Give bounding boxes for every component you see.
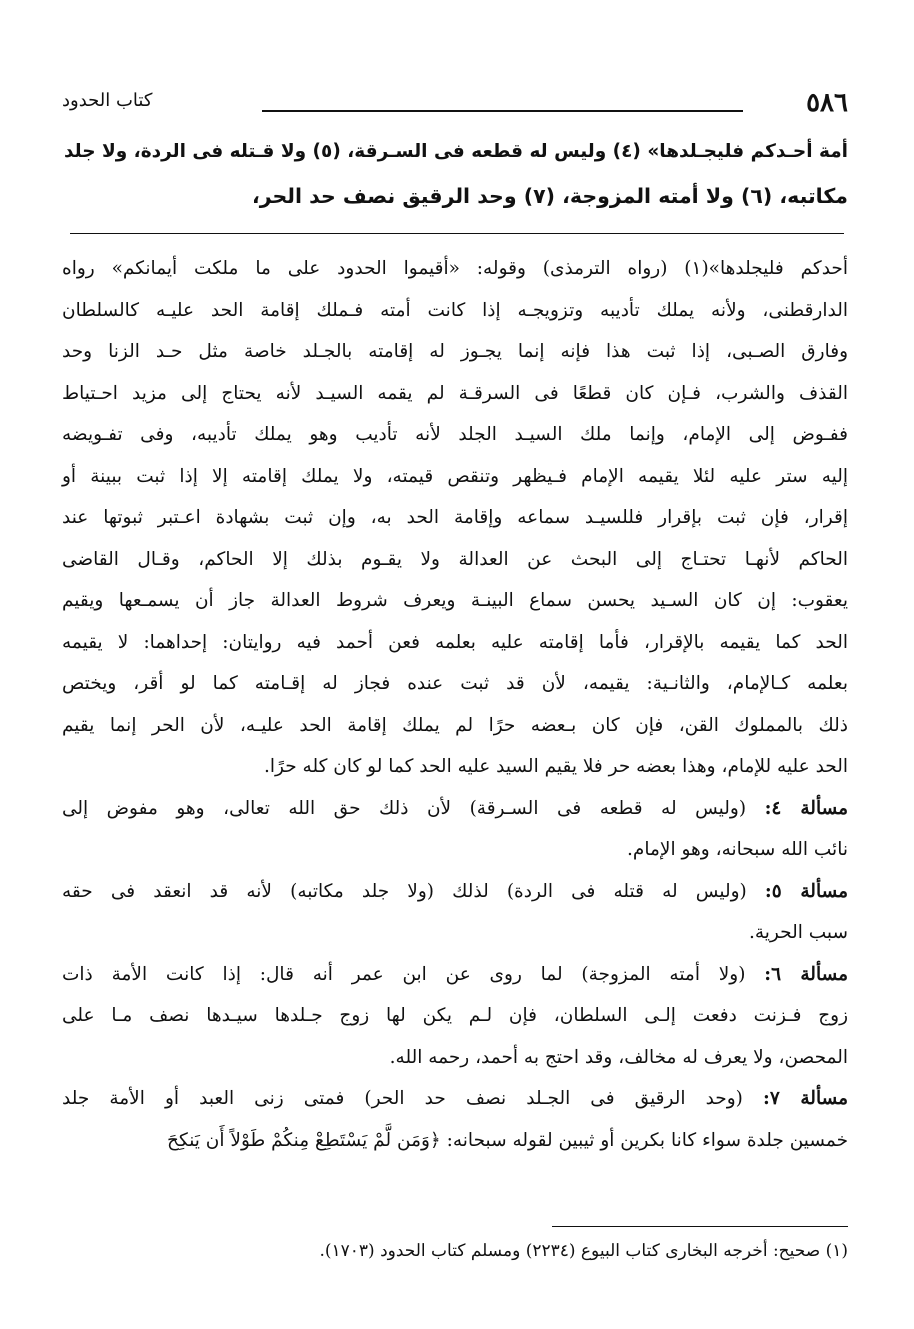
masala-label: مسألة ٤: xyxy=(764,797,848,819)
commentary-line: وفارق الصـبى، إذا ثبت هذا فإنه إنما يجـوز له إقامته بالجـلد خاصة مثل حـد الزنا وحد xyxy=(62,341,848,362)
masala-6-line: زوج فـزنت دفعت إلـى السلطان، فإن لـم يكن لها زوج جـلدها سيـدها نصف مـا على xyxy=(62,1005,848,1026)
base-text xyxy=(62,130,848,218)
commentary-line: الحاكم لأنهـا تحتـاج إلى البحث عن العدالة ولا يقـوم بذلك إلا الحاكم، وقـال القاضى xyxy=(62,548,848,570)
page-number: ٥٨٦ xyxy=(806,88,848,118)
commentary-line: الحد عليه للإمام، وهذا بعضه حر فلا يقيم السيد عليه الحد كما لو كان كله حرًا. xyxy=(264,756,848,777)
masala-4-line: نائب الله سبحانه، وهو الإمام. xyxy=(627,839,848,860)
commentary-line: أحدكم فليجلدها»(١) (رواه الترمذى) وقوله: «أقيموا الحدود على ما ملكت أيمانكم» رواه xyxy=(62,258,848,279)
masala-label: مسألة ٧: xyxy=(762,1088,848,1109)
masala-7 xyxy=(62,1078,848,1120)
header-rule xyxy=(262,110,743,112)
commentary-line: ذلك بالمملوك القن، فإن كان بـعضه حرًا لم يملك إقامة الحد عليـه، لأن الحر إنما يقيم xyxy=(62,714,848,736)
masala-label: مسألة ٦: xyxy=(764,963,848,985)
running-header xyxy=(62,86,848,126)
base-text-divider xyxy=(70,233,844,234)
commentary-line: الدارقطنى، ولأنه يملك تأديبه وتزويجـه إذا كانت أمته فـملك إقامة الحد عليـه كالسلطان xyxy=(62,299,848,321)
commentary-line: بعلمه كـالإمام، والثانـية: يقيمه، لأن قد ثبت عنده فجاز له إقـامته كما لو أقر، ويختص xyxy=(62,673,848,694)
masala-text: (ولا أمته المزوجة) لما روى عن ابن عمر أنه قال: إذا كانت الأمة ذات xyxy=(62,963,746,985)
masala-6 xyxy=(62,954,848,996)
commentary-line: الحد كما يقيمه بالإقرار، فأما إقامته عليه بعلمه فعن أحمد فيه روايتان: إحداهما: لا يقيمه xyxy=(62,631,848,653)
commentary-line: ففـوض إلى الإمام، وإنما ملك السيـد الجلد لأنه تأديب وهو يملك تأديبه، وفى تفـويضه xyxy=(62,424,848,445)
masala-label: مسألة ٥: xyxy=(764,880,848,902)
masala-text: (وليس له قطعه فى السـرقة) لأن ذلك حق الله تعالى، وهو مفوض إلى xyxy=(62,797,747,819)
commentary-line: يعقوب: إن كان السـيد يحسن سماع البينـة ويعرف شروط العدالة جاز أن يسمـعها ويقيم xyxy=(62,590,848,611)
masala-4 xyxy=(62,788,848,830)
commentary-line: القذف والشرب، فـإن كان قطعًا فى السرقـة لم يقمه السيـد لأنه يحتاج إلى مزيد احـتياط xyxy=(62,382,848,404)
base-text-line: أمة أحـدكم فليجـلدها» (٤) وليس له قطعه فى السـرقة، (٥) ولا قـتله فى الردة، ولا جلد xyxy=(63,141,848,162)
masala-text: (وليس له قتله فى الردة) لذلك (ولا جلد مكاتبه) لأنه قد انعقد فى حقه xyxy=(62,880,747,902)
chapter-title: كتاب الحدود xyxy=(62,90,153,111)
masala-6-line: المحصن، ولا يعرف له مخالف، وقد احتج به أحمد، رحمه الله. xyxy=(389,1046,848,1068)
masala-5-line: سبب الحرية. xyxy=(748,922,848,943)
commentary xyxy=(62,248,848,1161)
footnote-divider xyxy=(552,1226,848,1227)
base-text-line: مكاتبه، (٦) ولا أمته المزوجة، (٧) وحد الرقيق نصف حد الحر، xyxy=(251,184,848,208)
masala-5 xyxy=(62,871,848,913)
masala-7-line: خمسين جلدة سواء كانا بكرين أو ثيبين لقوله سبحانه: ﴿وَمَن لَّمْ يَسْتَطِعْ مِنكُمْ طَوْلاً أَن يَنكِحَ xyxy=(167,1129,848,1151)
commentary-line: إقرار، فإن ثبت بإقرار فللسيـد سماعه وإقامة الحد به، وإن ثبت بشهادة اعـتبر ثبوتها عند xyxy=(62,507,848,528)
masala-text: (وحد الرقيق فى الجـلد نصف حد الحر) فمتى زنى العبد أو الأمة جلد xyxy=(62,1088,743,1109)
commentary-line: إليه ستر عليه لئلا يقيمه الإمام فـيظهر وتنقص قيمته، ولا يملك إقامته إلا إذا ثبت ببينة أو xyxy=(62,465,848,487)
footnote: (١) صحيح: أخرجه البخارى كتاب البيوع (٢٢٣٤) ومسلم كتاب الحدود (١٧٠٣). xyxy=(319,1241,848,1261)
